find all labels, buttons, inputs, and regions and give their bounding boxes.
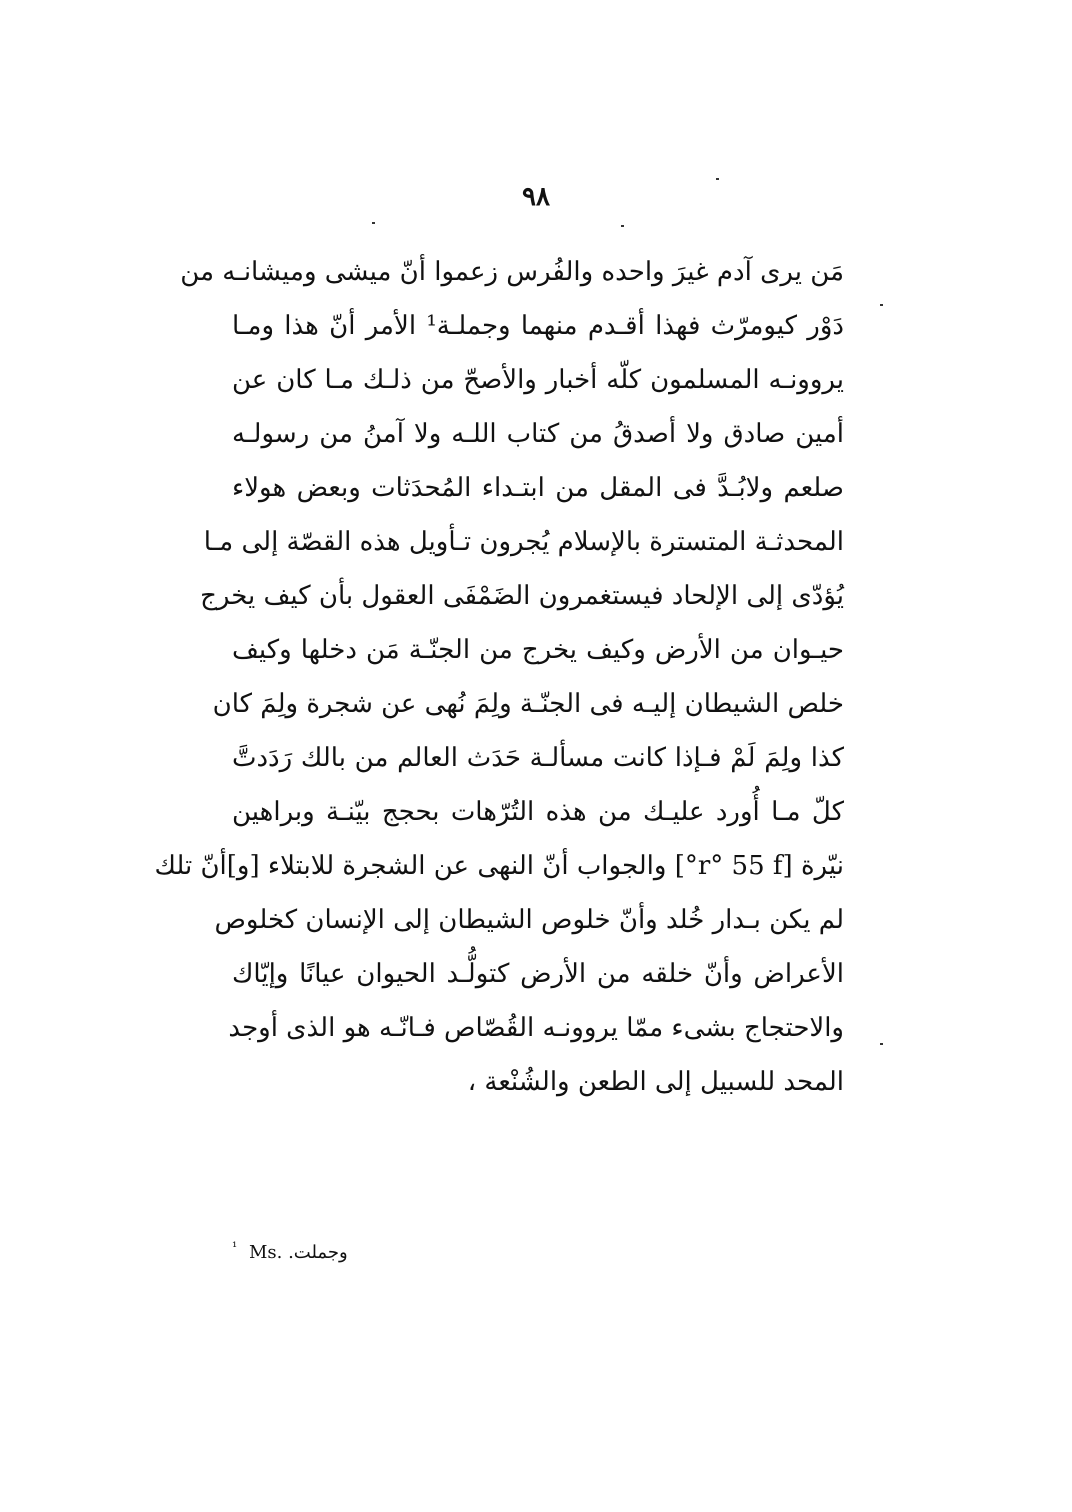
text-line: دَوْر كيومرّث فهذا أقـدم منهما وجملـة¹ الأمر أنّ هذا ومـا — [232, 311, 844, 341]
text-line: المحدثـة المتسترة بالإسلام يُجرون تـأويل هذه القصّة إلى مـا — [203, 527, 844, 557]
scan-speck — [621, 225, 624, 227]
text-line: والاحتجاج بشىء ممّا يروونـه القُصّاص فـانّـه هو الذى أوجد — [228, 1013, 844, 1043]
scan-speck — [880, 304, 883, 306]
body-text — [154, 245, 844, 1109]
text-line: كلّ مـا أُورد عليـك من هذه التُرّهات بحجج بيّنـة وبراهين — [232, 797, 844, 827]
footnote — [232, 1240, 632, 1263]
scan-speck — [372, 222, 375, 224]
text-line: مَن يرى آدم غيرَ واحده والفُرس زعموا أنّ ميشى وميشانـه من — [180, 257, 844, 287]
footnote-text: وجملت. — [288, 1242, 348, 1263]
text-line: أمين صادق ولا أصدقُ من كتاب اللـه ولا آمنُ من رسولـه — [232, 419, 844, 449]
page-number: ٩٨ — [522, 182, 550, 212]
text-line: كذا ولِمَ لَمْ فـإذا كانت مسألـة حَدَث العالم من بالك رَدَدتَّ — [232, 743, 844, 773]
text-line: يروونـه المسلمون كلّه أخبار والأصحّ من ذلـك مـا كان عن — [232, 365, 844, 395]
text-line: خلص الشيطان إليـه فى الجنّـة ولِمَ نُهى عن شجرة ولِمَ كان — [212, 689, 844, 719]
footnote-label: Ms. — [248, 1242, 283, 1263]
text-line: حيـوان من الأرض وكيف يخرج من الجنّـة مَن دخلها وكيف — [232, 635, 844, 665]
scan-speck — [880, 1043, 883, 1045]
text-line: نيّرة [r° 55 f°] والجواب أنّ النهى عن الشجرة للابتلاء [و]أنّ تلك — [154, 851, 844, 881]
text-line: لم يكن بـدار خُلد وأنّ خلوص الشيطان إلى الإنسان كخلوص — [214, 905, 844, 935]
text-line: المحد للسبيل إلى الطعن والشُنْعة ، — [467, 1067, 844, 1097]
text-line: الأعراض وأنّ خلقه من الأرض كتولُّـد الحيوان عيانًا وإيّاك — [232, 959, 844, 989]
scan-speck — [716, 178, 719, 180]
text-line: صلعم ولابُـدَّ فى المقل من ابتـداء المُحدَثات وبعض هولاء — [232, 473, 844, 503]
text-line: يُؤدّى إلى الإلحاد فيستغمرون الضَمْفَى العقول بأن كيف يخرج — [200, 581, 844, 611]
footnote-marker: ¹ — [232, 1240, 238, 1255]
